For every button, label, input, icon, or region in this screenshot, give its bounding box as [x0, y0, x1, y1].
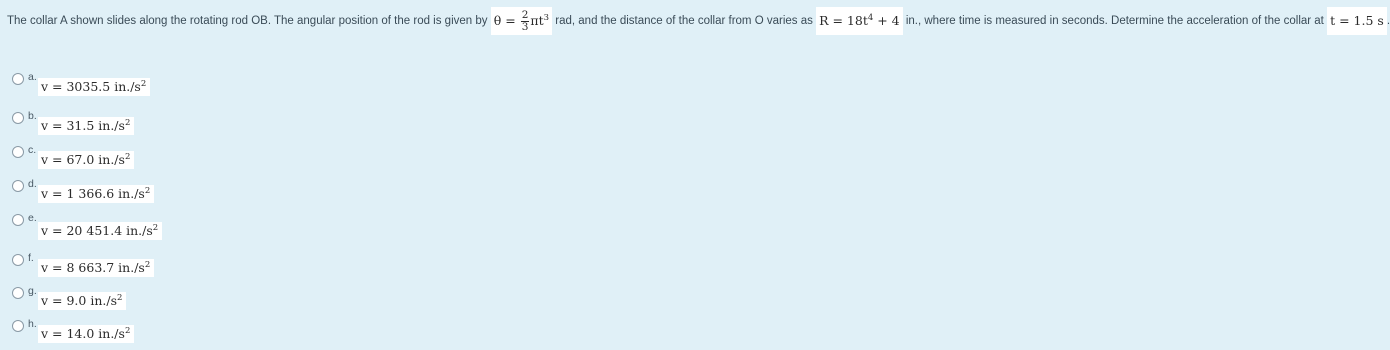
- option-value-text-c: v = 67.0 in./s: [41, 152, 125, 167]
- question-part-3: in., where time is measured in seconds. Determine the acceleration of the collar at: [905, 15, 1324, 28]
- radio-button-g[interactable]: [12, 287, 24, 299]
- theta-fraction-denominator: 3: [521, 21, 529, 33]
- option-value-f: [38, 259, 154, 277]
- radio-button-d[interactable]: [12, 180, 24, 192]
- option-value-b: [38, 117, 134, 135]
- question-part-1: The collar A shown slides along the rotating rod OB. The angular position of the rod is given by: [7, 15, 488, 28]
- option-letter-d: d.: [28, 178, 37, 190]
- theta-equation: [491, 7, 552, 35]
- option-value-text-h: v = 14.0 in./s: [41, 326, 125, 341]
- option-exponent-h: 2: [124, 326, 131, 336]
- option-value-text-f: v = 8 663.7 in./s: [41, 260, 145, 275]
- option-exponent-d: 2: [144, 186, 151, 196]
- radio-button-b[interactable]: [12, 112, 24, 124]
- theta-rhs: πt: [530, 13, 544, 28]
- radio-button-f[interactable]: [12, 254, 24, 266]
- option-value-g: [38, 292, 126, 310]
- option-value-text-e: v = 20 451.4 in./s: [41, 223, 153, 238]
- time-equation: [1327, 7, 1387, 35]
- option-exponent-f: 2: [144, 260, 151, 270]
- r-expression: R = 18t: [819, 13, 868, 28]
- theta-lhs: θ =: [493, 13, 516, 28]
- question-part-4: .: [1386, 15, 1390, 28]
- radio-button-e[interactable]: [12, 214, 24, 226]
- option-letter-c: c.: [28, 144, 37, 156]
- theta-fraction: [521, 10, 530, 33]
- option-value-text-g: v = 9.0 in./s: [41, 293, 117, 308]
- option-exponent-c: 2: [124, 152, 131, 162]
- option-value-text-b: v = 31.5 in./s: [41, 118, 125, 133]
- option-exponent-b: 2: [124, 118, 131, 128]
- radio-button-h[interactable]: [12, 320, 24, 332]
- option-value-text-d: v = 1 366.6 in./s: [41, 186, 145, 201]
- option-letter-h: h.: [28, 318, 37, 330]
- option-letter-a: a.: [28, 71, 37, 83]
- question-part-2: rad, and the distance of the collar from O varies as: [555, 15, 813, 28]
- r-exponent: 4: [867, 13, 874, 23]
- option-value-a: [38, 78, 150, 96]
- theta-fraction-numerator: 2: [521, 9, 529, 21]
- option-exponent-a: 2: [140, 79, 147, 89]
- r-tail: + 4: [873, 13, 900, 28]
- option-letter-f: f.: [28, 252, 34, 264]
- option-letter-e: e.: [28, 212, 37, 224]
- option-value-h: [38, 325, 134, 343]
- option-exponent-g: 2: [116, 293, 123, 303]
- question-text: [7, 7, 1390, 35]
- option-letter-b: b.: [28, 110, 37, 122]
- option-value-c: [38, 151, 134, 169]
- radio-button-a[interactable]: [12, 73, 24, 85]
- theta-exponent: 3: [543, 13, 550, 23]
- option-value-d: [38, 185, 154, 203]
- r-equation: [816, 7, 903, 35]
- radio-button-c[interactable]: [12, 146, 24, 158]
- option-value-text-a: v = 3035.5 in./s: [41, 79, 141, 94]
- time-expression: t = 1.5 s: [1330, 13, 1384, 28]
- option-exponent-e: 2: [152, 223, 159, 233]
- option-value-e: [38, 222, 162, 240]
- option-letter-g: g.: [28, 285, 37, 297]
